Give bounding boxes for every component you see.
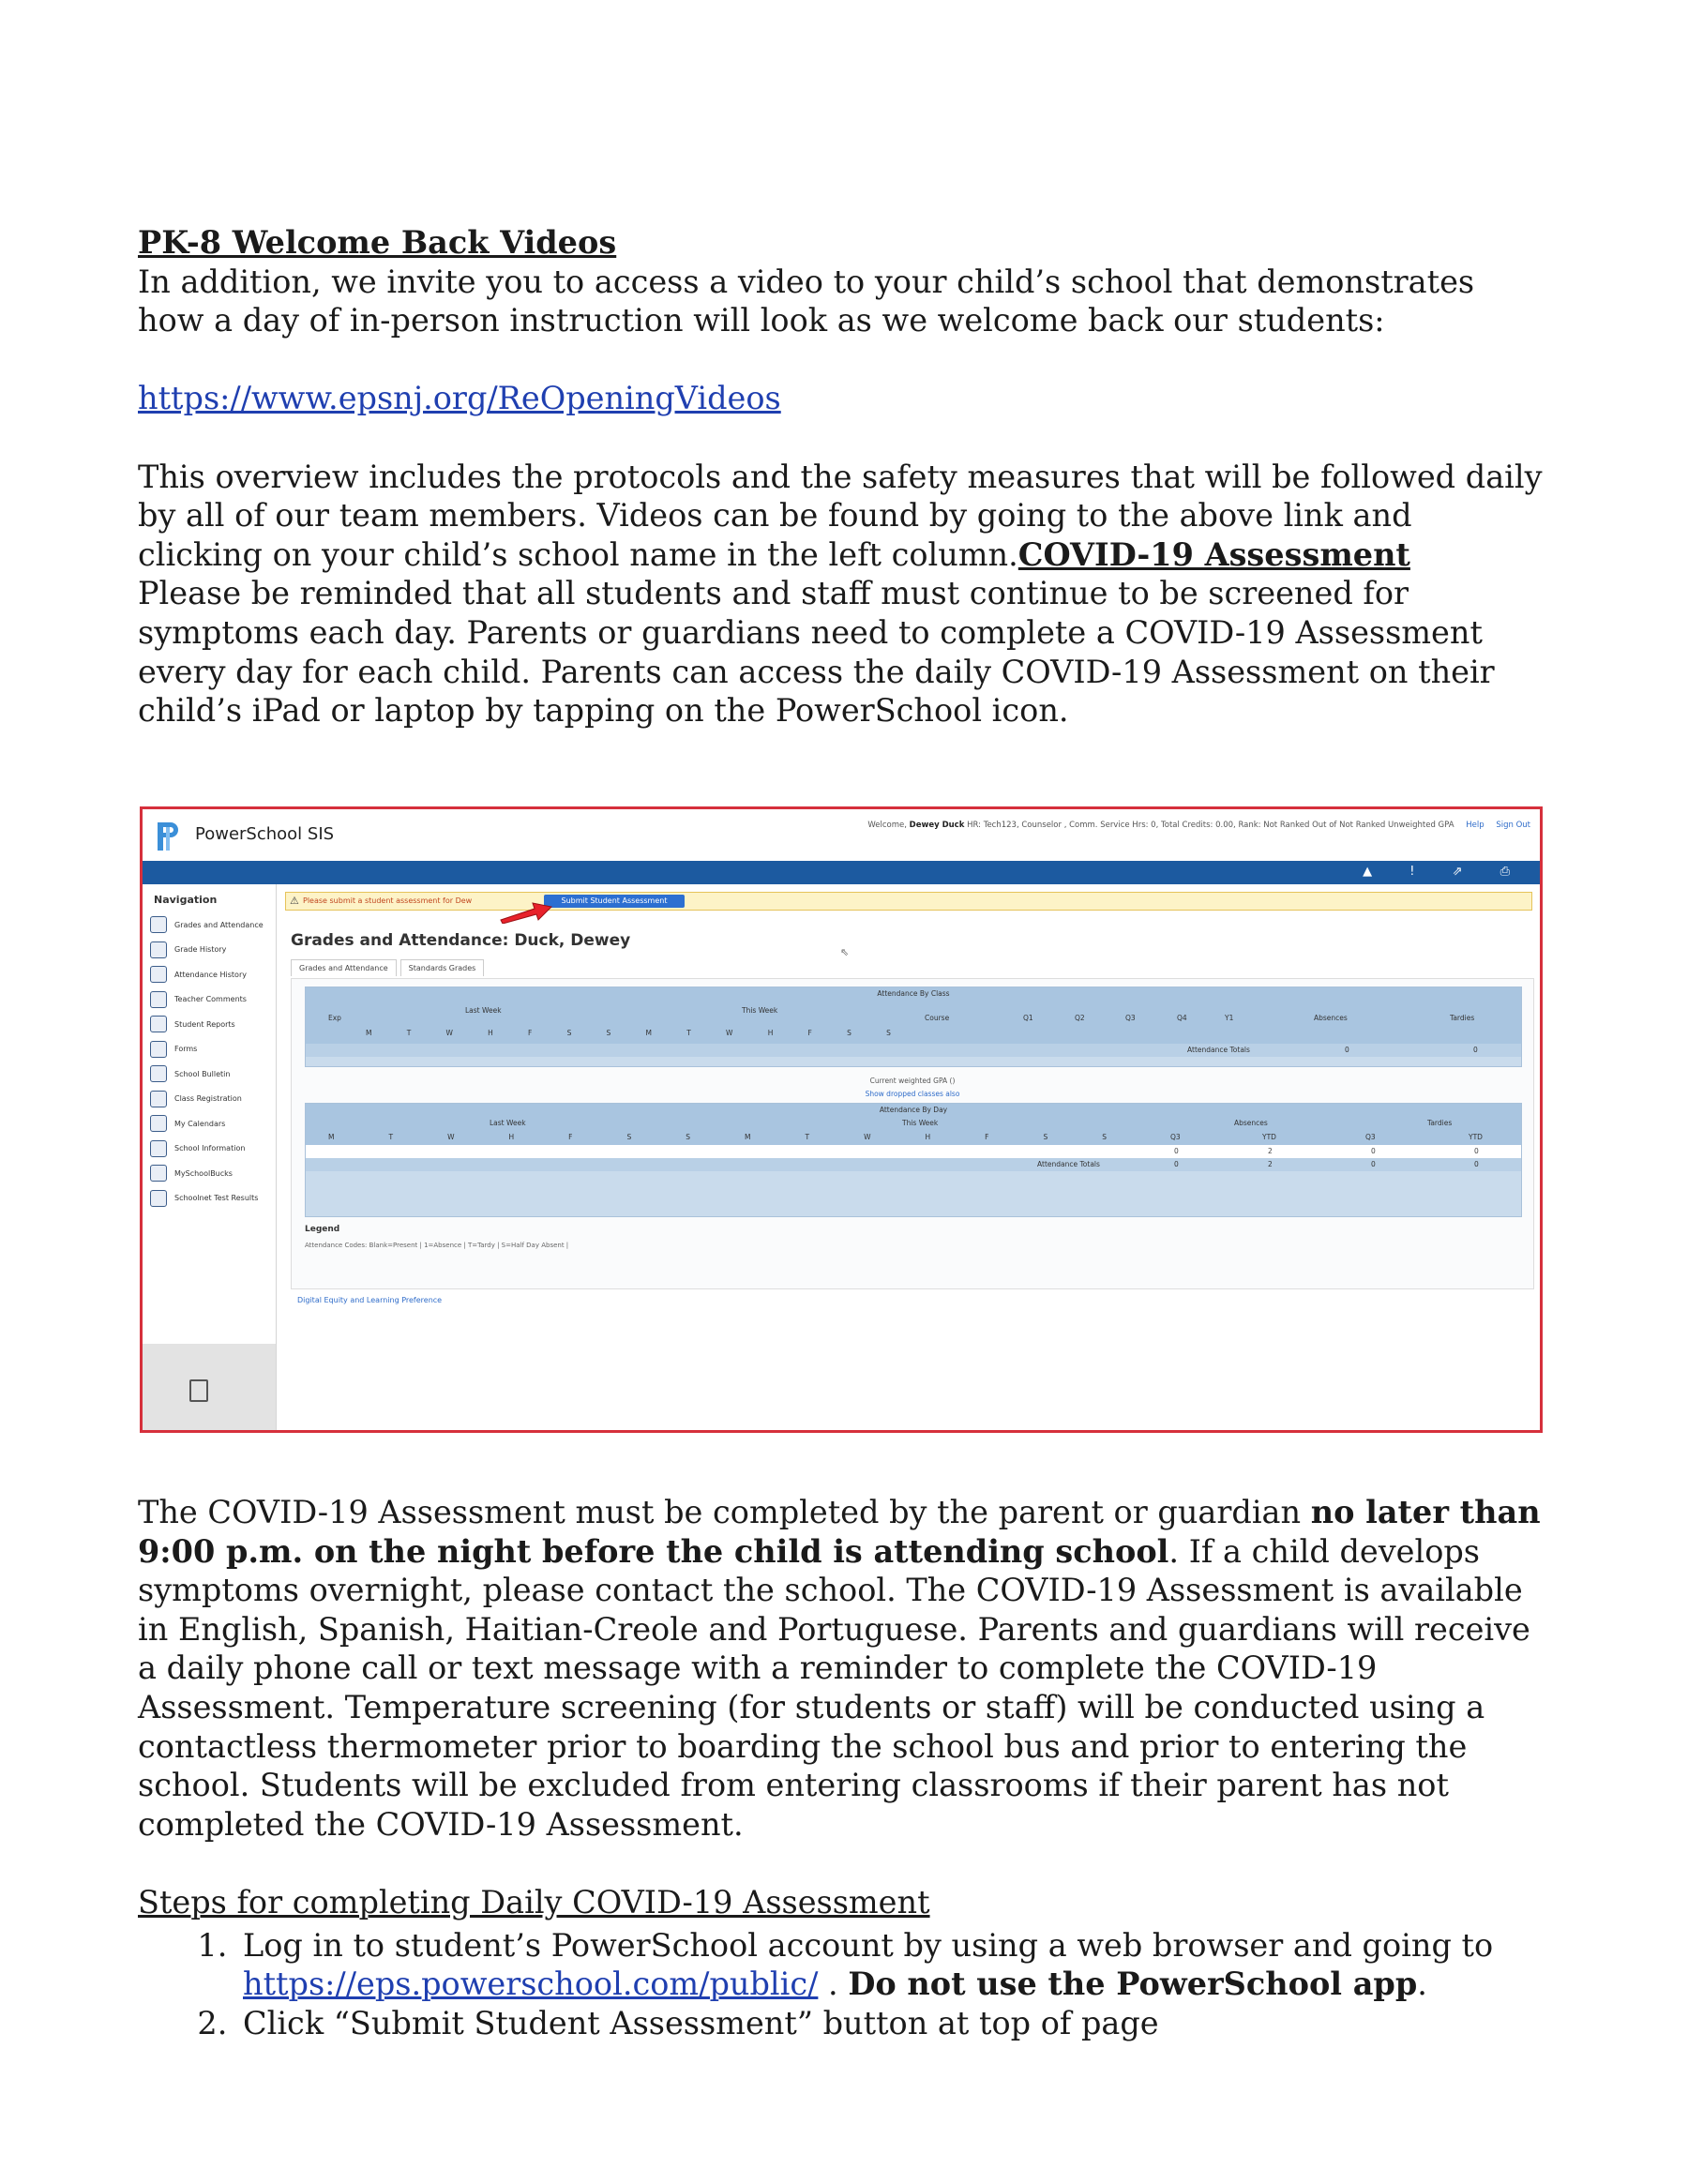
ps-help-link[interactable]: Help [1466, 821, 1485, 830]
ps-nav-item-attendance-history[interactable]: Attendance History [150, 962, 272, 987]
powerschool-public-link[interactable]: https://eps.powerschool.com/public/ [243, 1966, 819, 2003]
document-icon[interactable] [189, 1379, 208, 1402]
ps-nav-list [150, 912, 272, 1211]
table2-day-letters: M T W H F S S M T W H F S S [328, 1133, 1107, 1141]
submit-student-assessment-button[interactable]: Submit Student Assessment [544, 895, 685, 908]
tab-standards-grades[interactable]: Standards Grades [400, 959, 485, 976]
ps-nav-item-school-information[interactable]: School Information [150, 1137, 272, 1162]
ps-nav-title: Navigation [154, 894, 218, 906]
overview-line-2: by all of our team members. Videos can be found by going to the above link and [138, 497, 1412, 535]
ps-nav-item-teacher-comments[interactable]: Teacher Comments [150, 987, 272, 1013]
ps-sidebar [143, 884, 277, 1433]
ps-nav-item-forms[interactable]: Forms [150, 1037, 272, 1062]
deadline-line-3: symptoms overnight, please contact the school. The COVID-19 Assessment is available [138, 1572, 1523, 1609]
ps-app-title: PowerSchool SIS [195, 824, 335, 844]
attendance-by-day-table [305, 1103, 1522, 1217]
step-2: 2. Click “Submit Student Assessment” button at top of page [237, 2004, 1573, 2043]
ps-nav-item-my-calendars[interactable]: My Calendars [150, 1111, 272, 1137]
table1-title: Attendance By Class [306, 987, 1521, 1001]
powerschool-screenshot [140, 806, 1543, 1433]
calendar-icon [150, 1115, 167, 1132]
table2-totals-row: Attendance Totals 0 2 0 0 [306, 1158, 1521, 1171]
tab-grades-and-attendance[interactable]: Grades and Attendance [291, 959, 397, 976]
ps-welcome-bar: Welcome, Dewey Duck HR: Tech123, Counselor , Comm. Service Hrs: 0, Total Credits: 0.00, Rank: Not Ranked Out of Not Ranked Unweighted GPA Help Sign Out [867, 821, 1530, 830]
ps-sign-out-link[interactable]: Sign Out [1496, 821, 1530, 830]
table1-day-letters: M T W H F S S M T W H F S S [366, 1029, 891, 1037]
ps-page-heading: Grades and Attendance: Duck, Dewey [291, 931, 631, 950]
school-icon [150, 1140, 167, 1157]
section-heading-welcome-videos: PK-8 Welcome Back Videos [138, 224, 617, 261]
ps-nav-item-schoolnet-test-results[interactable]: Schoolnet Test Results [150, 1186, 272, 1212]
steps-list [138, 1926, 1573, 2043]
step-1: 1. Log in to student’s PowerSchool account by using a web browser and going to https://eps.powerschool.com/public/ . Do not use the PowerSchool app. [237, 1926, 1573, 2004]
ps-nav-item-student-reports[interactable]: Student Reports [150, 1012, 272, 1037]
myschoolbucks-icon [150, 1165, 167, 1182]
test-results-icon [150, 1190, 167, 1207]
red-arrow-icon [499, 901, 553, 924]
ps-nav-item-grades-attendance[interactable]: Grades and Attendance [150, 912, 272, 938]
deadline-line-6: Assessment. Temperature screening (for students or staff) will be conducted using a [138, 1688, 1485, 1725]
digital-equity-link[interactable]: Digital Equity and Learning Preference [297, 1296, 443, 1304]
ps-nav-item-grade-history[interactable]: Grade History [150, 938, 272, 963]
reopening-videos-link[interactable]: https://www.epsnj.org/ReOpeningVideos [138, 380, 781, 417]
table1-header-row: Exp Last Week This Week Course Q1 Q2 Q3 Q4 Y1 Absences Tardies M T W H F S S M T W H F S S [306, 1001, 1521, 1044]
ps-sidebar-footer [143, 1344, 276, 1433]
table1-totals-row: Attendance Totals 0 0 [306, 1044, 1521, 1057]
show-dropped-classes-link[interactable]: Show dropped classes also [865, 1090, 960, 1098]
reports-icon [150, 1016, 167, 1032]
reminder-line-3: every day for each child. Parents can access the daily COVID-19 Assessment on their [138, 653, 1495, 690]
overview-line-3: clicking on your child’s school name in the left column.COVID-19 Assessment [138, 535, 1410, 573]
ps-assessment-alert [285, 892, 1532, 911]
comments-icon [150, 991, 167, 1008]
deadline-line-9: completed the COVID-19 Assessment. [138, 1805, 744, 1843]
deadline-line-8: school. Students will be excluded from entering classrooms if their parent has not [138, 1767, 1449, 1804]
table2-data-row: 0 2 0 0 [306, 1145, 1521, 1158]
deadline-line-5: a daily phone call or text message with a reminder to complete the COVID-19 [138, 1649, 1378, 1687]
legend-title: Legend [305, 1225, 340, 1234]
ps-nav-item-class-registration[interactable]: Class Registration [150, 1087, 272, 1112]
document-top [138, 223, 1573, 731]
reminder-line-1: Please be reminded that all students and staff must continue to be screened for [138, 575, 1409, 612]
overview-line-1: This overview includes the protocols and the safety measures that will be followed daily [138, 458, 1543, 495]
registration-icon [150, 1091, 167, 1107]
table2-title: Attendance By Day [306, 1104, 1521, 1117]
bulletin-icon [150, 1065, 167, 1082]
history-icon [150, 941, 167, 958]
deadline-line-7: contactless thermometer prior to boarding the school bus and prior to entering the [138, 1727, 1468, 1765]
intro-line-2: how a day of in-person instruction will look as we welcome back our students: [138, 302, 1385, 339]
deadline-line-4: in English, Spanish, Haitian-Creole and Portuguese. Parents and guardians will receive [138, 1610, 1530, 1648]
forms-icon [150, 1041, 167, 1058]
warning-icon: ⚠ [290, 895, 299, 907]
legend-codes: Attendance Codes: Blank=Present | 1=Absence | T=Tardy | S=Half Day Absent | [305, 1242, 569, 1249]
ps-toolbar-icons[interactable]: ▲ ! ⇗ ⎙ [1363, 865, 1527, 879]
reminder-line-4: child’s iPad or laptop by tapping on the PowerSchool icon. [138, 692, 1069, 730]
ps-header [143, 809, 1540, 861]
powerschool-logo-icon [158, 822, 178, 851]
mouse-cursor-icon: ⇖ [840, 946, 850, 958]
attendance-by-class-table [305, 987, 1522, 1067]
ps-nav-item-school-bulletin[interactable]: School Bulletin [150, 1062, 272, 1087]
ps-tabs [291, 959, 488, 976]
ps-nav-item-myschoolbucks[interactable]: MySchoolBucks [150, 1161, 272, 1186]
ps-alert-text: Please submit a student assessment for Dew [303, 896, 473, 905]
intro-line-1: In addition, we invite you to access a video to your child’s school that demonstrates [138, 263, 1475, 300]
document-bottom [138, 1493, 1573, 2042]
reminder-line-2: symptoms each day. Parents or guardians need to complete a COVID-19 Assessment [138, 613, 1483, 651]
steps-heading: Steps for completing Daily COVID-19 Assessment [138, 1883, 930, 1920]
attendance-icon [150, 966, 167, 983]
deadline-line-2: 9:00 p.m. on the night before the child is attending school. If a child develops [138, 1532, 1481, 1570]
table2-header-row: Last Week This Week Absences Tardies M T W H F S S M T W H F S S Q3 YTD Q3 YTD [306, 1117, 1521, 1145]
ps-student-name: Dewey Duck [909, 821, 965, 830]
gpa-text: Current weighted GPA () [869, 1077, 956, 1085]
deadline-line-1: The COVID-19 Assessment must be completed by the parent or guardian no later than [138, 1494, 1541, 1530]
grades-icon [150, 916, 167, 933]
ps-top-bar [143, 861, 1540, 884]
ps-attendance-panel [291, 978, 1534, 1304]
section-heading-covid-assessment: COVID-19 Assessment [1017, 535, 1410, 573]
